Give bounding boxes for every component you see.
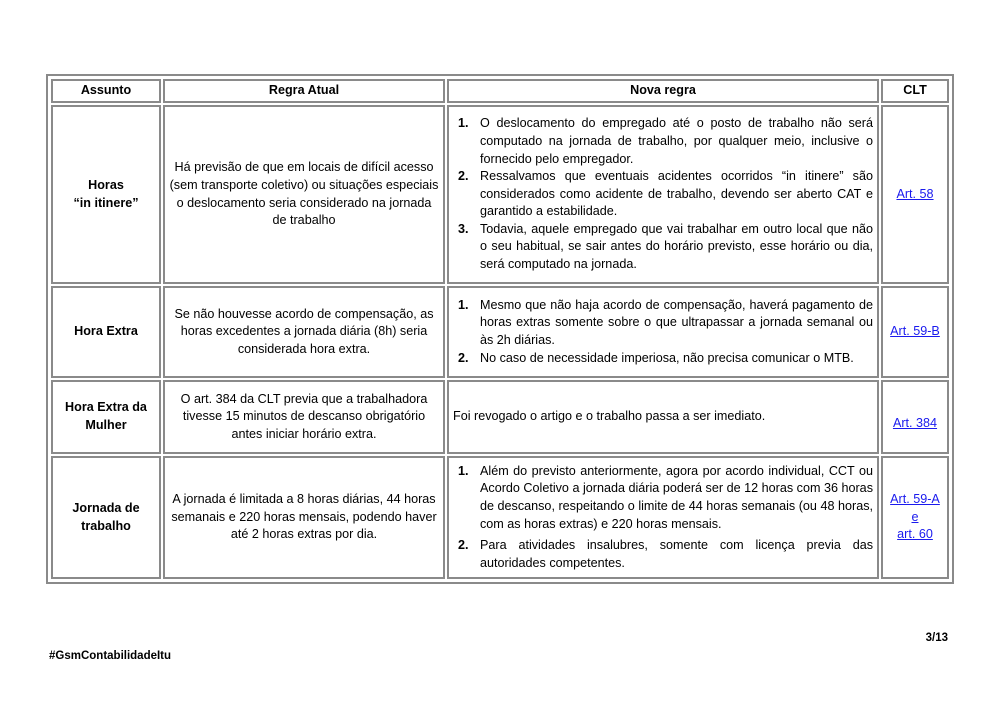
new-rule-list (453, 297, 873, 367)
header-new-rule: Nova regra (447, 79, 879, 103)
list-item (453, 168, 873, 221)
subject-cell: Hora Extra da Mulher (51, 380, 161, 454)
list-item (453, 463, 873, 533)
page-number: 3/13 (925, 632, 948, 644)
item-number: 2. (458, 169, 469, 184)
subject-line: trabalho (81, 518, 131, 533)
new-rule-cell (447, 456, 879, 579)
item-number: 1. (458, 297, 469, 312)
list-item (453, 297, 873, 350)
item-number: 2. (458, 350, 469, 365)
table-header-row (51, 79, 949, 103)
new-rule-list (453, 115, 873, 273)
item-text: No caso de necessidade imperiosa, não precisa comunicar o MTB. (480, 350, 854, 365)
link-line: Art. 59-A e (890, 492, 940, 524)
item-text: Mesmo que não haja acordo de compensação, haverá pagamento de horas extras somente sobre o que ultrapassar a jornada semanal ou às 2h diárias. (480, 297, 873, 347)
current-rule-cell: O art. 384 da CLT previa que a trabalhadora tivesse 15 minutos de descanso obrigatório antes iniciar horário extra. (163, 380, 445, 454)
item-text: Além do previsto anteriormente, agora por acordo individual, CCT ou Acordo Coletivo a jornada diária poderá ser de 12 horas com 36 horas de descanso, respeitando o limite de 44 horas semanais (ou 48 horas, com as horas extras) e 220 horas mensais. (480, 463, 873, 531)
list-item (453, 221, 873, 274)
table-row (51, 105, 949, 284)
header-clt: CLT (881, 79, 949, 103)
item-number: 2. (458, 538, 469, 553)
subject-line: “in itinere” (73, 195, 139, 210)
clt-article-link[interactable]: Art. 58 (896, 186, 934, 201)
clt-cell (881, 286, 949, 378)
clt-article-link[interactable] (890, 492, 940, 541)
item-number: 1. (458, 463, 469, 478)
header-subject: Assunto (51, 79, 161, 103)
item-number: 1. (458, 116, 469, 131)
subject-cell (51, 456, 161, 579)
subject-cell (51, 105, 161, 284)
item-text: Todavia, aquele empregado que vai trabalhar em outro local que não o seu habitual, se sair antes do horário previsto, esse horário ou dia, será computado na jornada. (480, 221, 873, 272)
clt-article-link[interactable]: Art. 59-B (890, 324, 940, 339)
list-item (453, 350, 873, 368)
labor-rules-comparison-table (49, 77, 951, 581)
header-current-rule: Regra Atual (163, 79, 445, 103)
clt-cell (881, 380, 949, 454)
item-text: Para atividades insalubres, somente com licença previa das autoridades competentes. (480, 538, 873, 570)
new-rule-list (453, 463, 873, 573)
clt-cell (881, 105, 949, 284)
subject-line: Jornada de (72, 500, 140, 515)
current-rule-cell: Se não houvesse acordo de compensação, as horas excedentes a jornada diária (8h) seria considerada hora extra. (163, 286, 445, 378)
list-item (453, 537, 873, 572)
clt-cell (881, 456, 949, 579)
subject-line: Horas (88, 177, 124, 192)
clt-article-link[interactable]: Art. 384 (892, 416, 938, 431)
table-row (51, 456, 949, 579)
subject-cell: Hora Extra (51, 286, 161, 378)
link-line: art. 60 (897, 527, 933, 542)
list-item (453, 115, 873, 168)
item-text: Ressalvamos que eventuais acidentes ocorridos “in itinere” são considerados como acidente de trabalho, devendo ser aberto CAT e garantido a estabilidade. (480, 169, 873, 219)
new-rule-cell (447, 105, 879, 284)
comparison-table-frame (46, 74, 954, 584)
new-rule-cell (447, 286, 879, 378)
item-number: 3. (458, 221, 469, 236)
current-rule-cell: A jornada é limitada a 8 horas diárias, 44 horas semanais e 220 horas mensais, podendo haver até 2 horas extras por dia. (163, 456, 445, 579)
table-row (51, 286, 949, 378)
table-row (51, 380, 949, 454)
new-rule-cell: Foi revogado o artigo e o trabalho passa a ser imediato. (447, 380, 879, 454)
current-rule-cell: Há previsão de que em locais de difícil acesso (sem transporte coletivo) ou situações especiais o deslocamento seria considerado na jornada de trabalho (163, 105, 445, 284)
footer-hashtag: #GsmContabilidadeItu (49, 650, 172, 662)
item-text: O deslocamento do empregado até o posto de trabalho não será computado na jornada de trabalho, por qualquer meio, inclusive o fornecido pelo empregador. (480, 116, 873, 166)
